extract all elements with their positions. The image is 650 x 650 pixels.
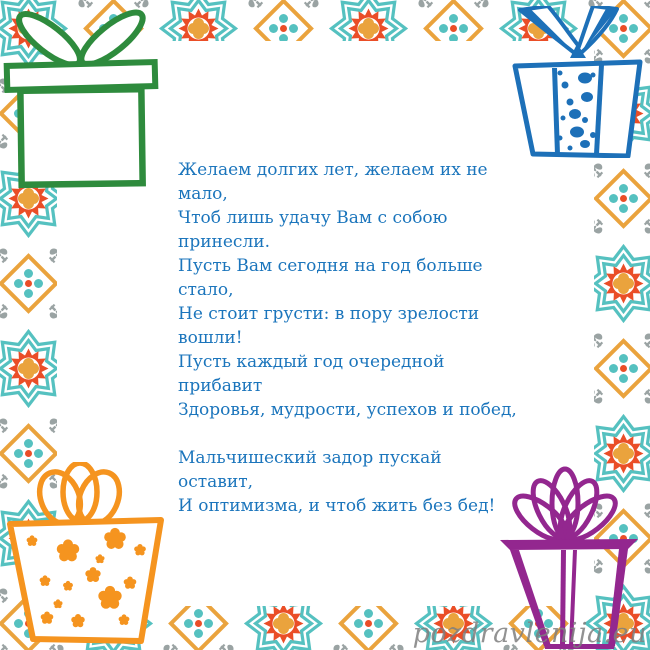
poem-line: принесли. xyxy=(178,232,270,252)
poem-line: Не стоит грусти: в пору зрелости xyxy=(178,304,480,324)
poem-line: Чтоб лишь удачу Вам с собою xyxy=(178,208,448,228)
poem-stanza-1 xyxy=(178,158,517,422)
poem-line: вошли! xyxy=(178,328,243,348)
poem-line: Пусть Вам сегодня на год больше xyxy=(178,256,483,276)
poem-line: мало, xyxy=(178,184,228,204)
poem-line: И оптимизма, и чтоб жить без бед! xyxy=(178,496,496,516)
poem-line: Мальчишеский задор пускай xyxy=(178,448,442,468)
poem-line: Пусть каждый год очередной xyxy=(178,352,445,372)
poem xyxy=(178,158,517,518)
poem-line: Здоровья, мудрости, успехов и побед, xyxy=(178,400,517,420)
green-gift-icon xyxy=(2,6,162,191)
blue-gift-icon xyxy=(498,6,648,158)
poem-stanza-2 xyxy=(178,446,517,518)
orange-gift-icon xyxy=(2,462,174,648)
watermark-text: pozdravlenija.eu xyxy=(412,618,647,649)
poem-line: прибавит xyxy=(178,376,263,396)
poem-line: оставит, xyxy=(178,472,254,492)
poem-line: стало, xyxy=(178,280,234,300)
poem-line: Желаем долгих лет, желаем их не xyxy=(178,160,488,180)
